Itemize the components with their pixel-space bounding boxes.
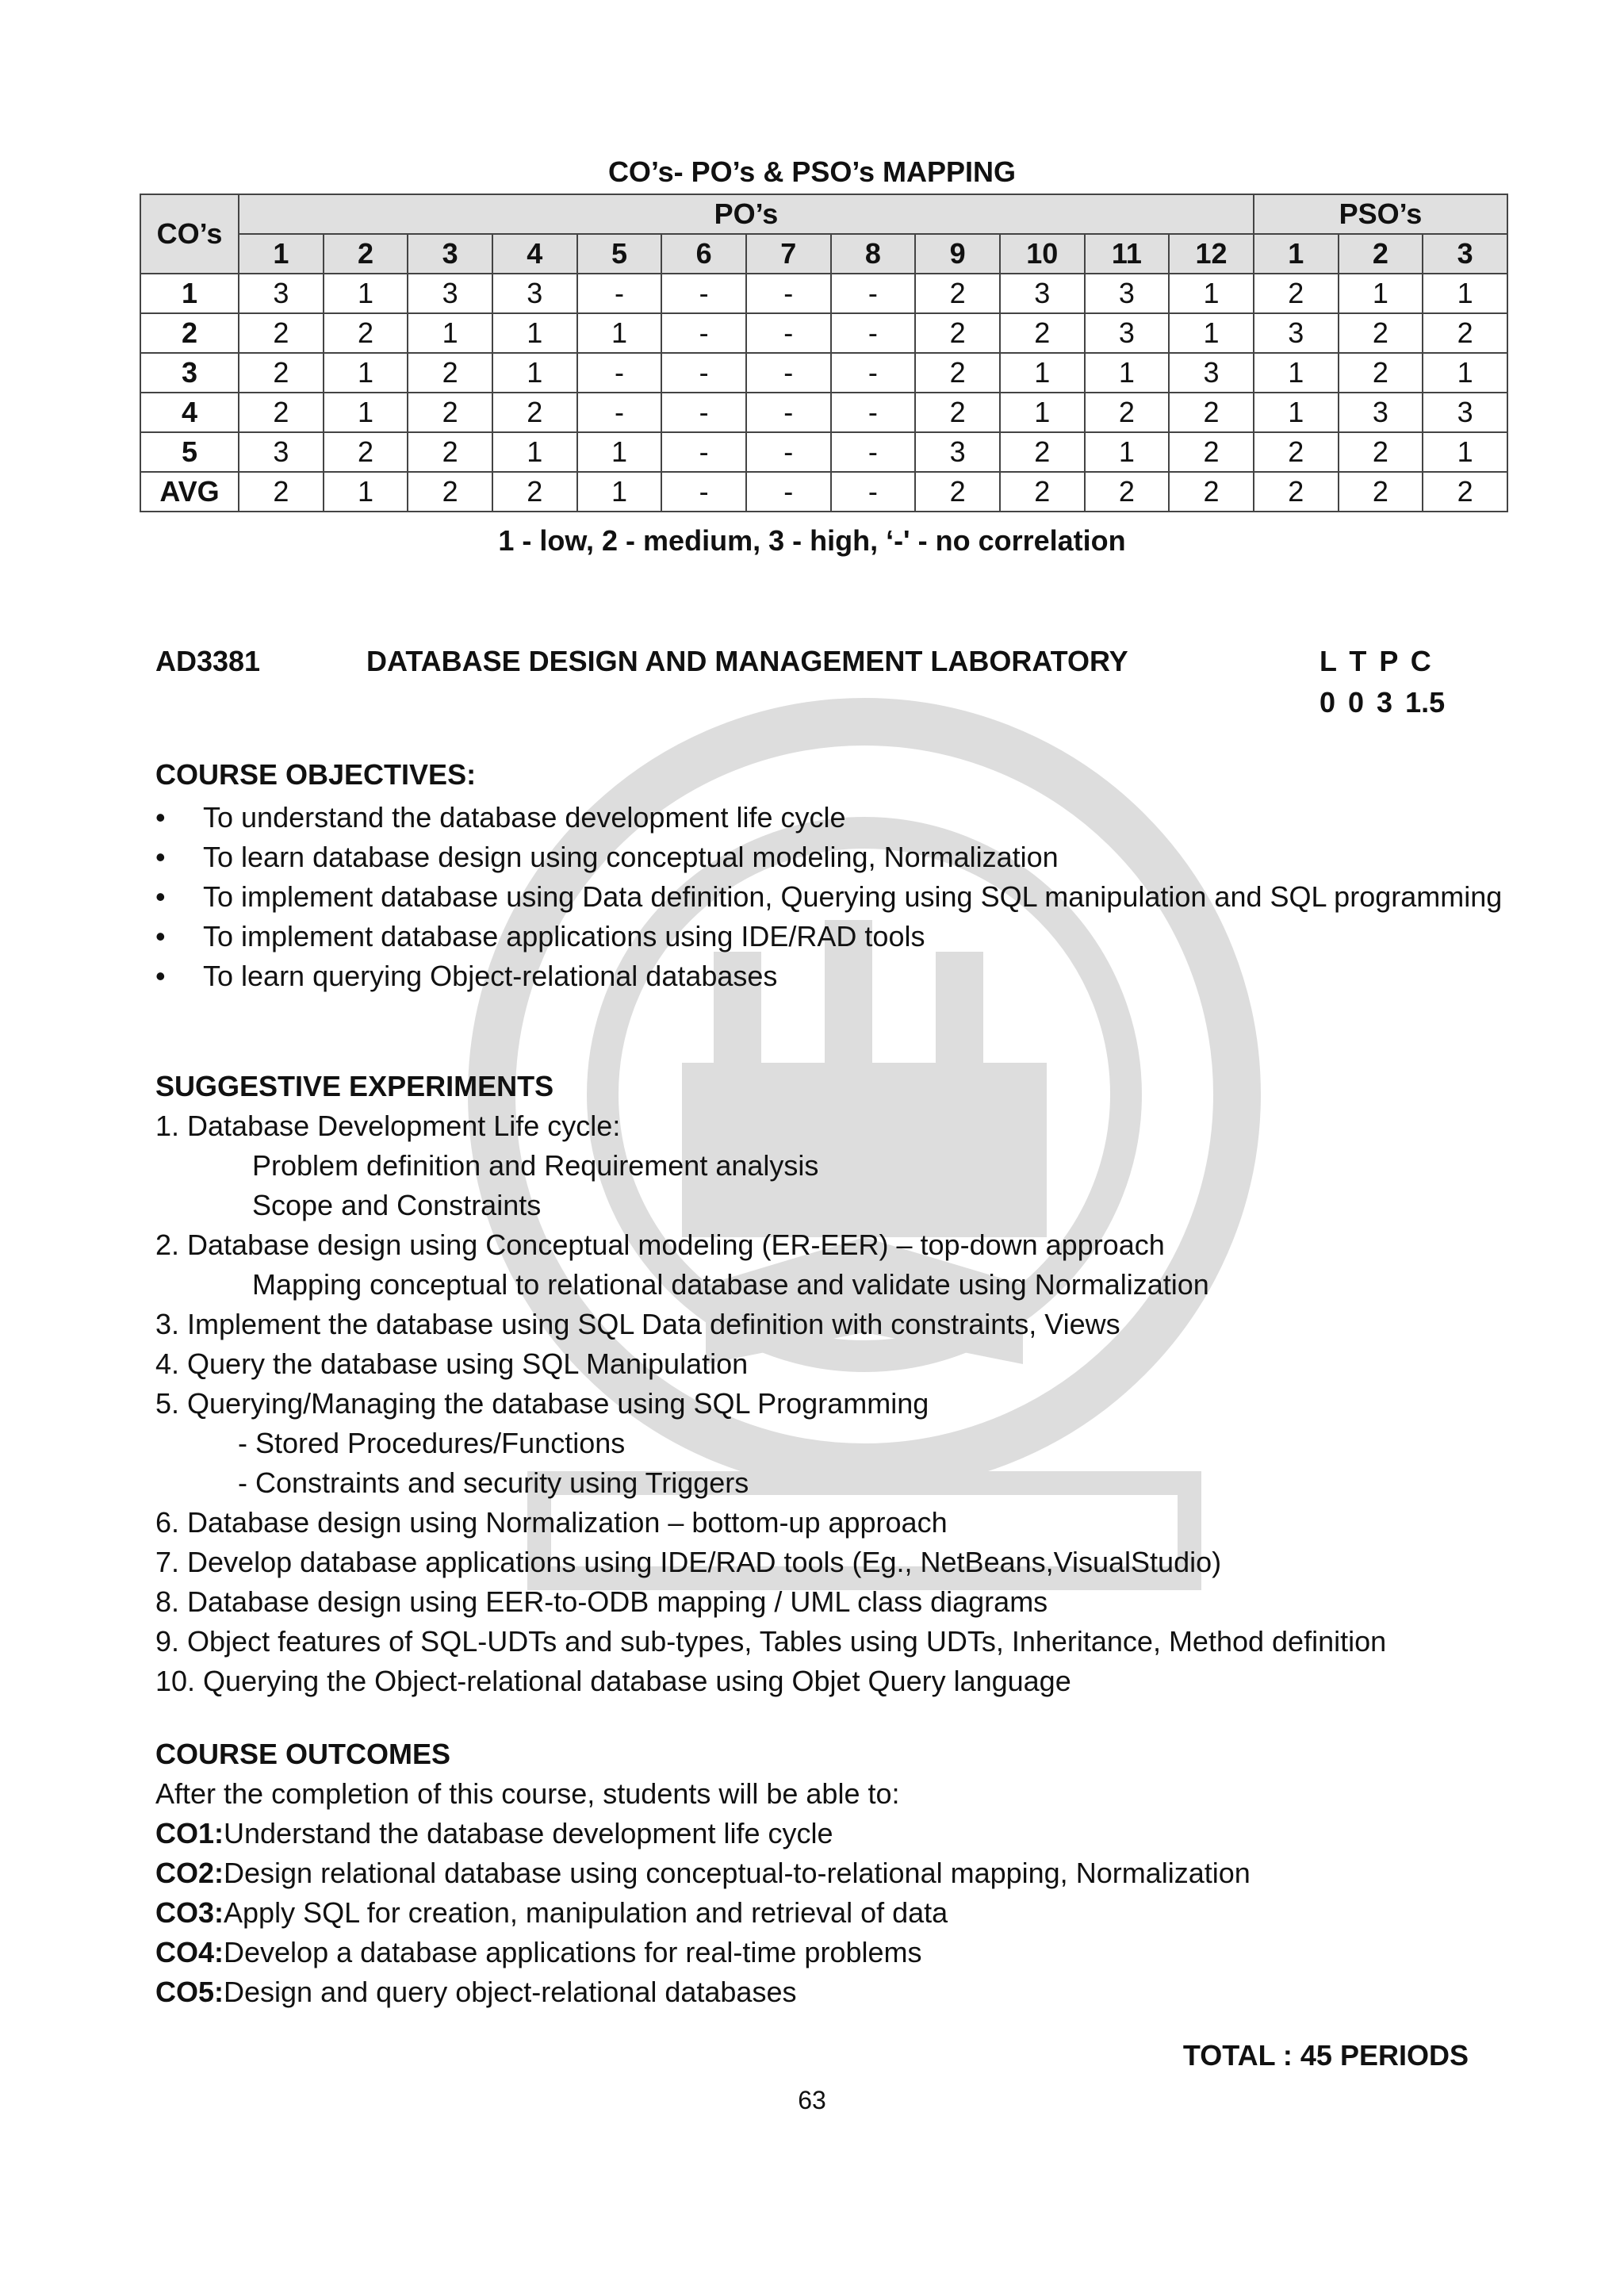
mapping-cell: 3 <box>1085 313 1170 353</box>
experiment-line: 8. Database design using EER-to-ODB mapping / UML class diagrams <box>155 1585 1048 1618</box>
mapping-table-body <box>140 274 1507 512</box>
mapping-cell: 2 <box>408 432 492 472</box>
mapping-cell: - <box>661 472 746 512</box>
mapping-cell: 2 <box>1169 472 1254 512</box>
ltpc-values: 0 0 3 1.5 <box>1320 686 1446 719</box>
pso-number-header: 1 <box>1254 234 1339 274</box>
mapping-row <box>140 432 1507 472</box>
mapping-cell: 1 <box>577 313 662 353</box>
co-po-pso-mapping-table <box>140 194 1508 512</box>
experiment-line: 6. Database design using Normalization – bottom-up approach <box>155 1506 948 1539</box>
mapping-cell: - <box>746 353 831 393</box>
pso-number-header: 2 <box>1339 234 1423 274</box>
mapping-cell: 3 <box>1085 274 1170 313</box>
mapping-cell: 2 <box>1339 432 1423 472</box>
mapping-cell: 1 <box>577 432 662 472</box>
po-number-header: 7 <box>746 234 831 274</box>
po-number-header: 10 <box>1000 234 1085 274</box>
mapping-cell: 1 <box>492 353 577 393</box>
mapping-cell: 2 <box>915 353 1000 393</box>
mapping-cell: 2 <box>1000 313 1085 353</box>
mapping-cell: 2 <box>408 353 492 393</box>
mapping-cell: - <box>746 313 831 353</box>
mapping-cell: 1 <box>1339 274 1423 313</box>
mapping-cell: - <box>831 274 916 313</box>
mapping-cell: 1 <box>1000 393 1085 432</box>
po-number-header: 5 <box>577 234 662 274</box>
outcome-item <box>155 1933 922 1972</box>
mapping-title: CO’s- PO’s & PSO’s MAPPING <box>607 155 1017 188</box>
outcome-label: CO1: <box>155 1817 224 1849</box>
mapping-cell: 2 <box>239 353 324 393</box>
outcome-item <box>155 1814 833 1853</box>
po-number-header: 8 <box>831 234 916 274</box>
mapping-row-label: 4 <box>140 393 239 432</box>
mapping-cell: - <box>661 353 746 393</box>
mapping-cell: 3 <box>1169 353 1254 393</box>
mapping-cell: 2 <box>324 313 408 353</box>
total-periods: TOTAL : 45 PERIODS <box>1182 2039 1469 2072</box>
mapping-cell: 1 <box>408 313 492 353</box>
mapping-cell: 1 <box>1169 313 1254 353</box>
mapping-cell: 2 <box>915 274 1000 313</box>
mapping-cell: 2 <box>239 393 324 432</box>
outcome-text: Understand the database development life cycle <box>224 1817 833 1849</box>
mapping-cell: - <box>831 432 916 472</box>
mapping-cell: 1 <box>324 274 408 313</box>
po-number-header: 11 <box>1085 234 1170 274</box>
experiments-heading: SUGGESTIVE EXPERIMENTS <box>155 1070 554 1102</box>
mapping-cell: - <box>577 393 662 432</box>
objective-item: • To learn database design using conceptual modeling, Normalization <box>155 838 1503 877</box>
outcomes-intro: After the completion of this course, students will be able to: <box>155 1777 900 1810</box>
mapping-cell: 1 <box>1423 274 1507 313</box>
mapping-cell: 3 <box>1000 274 1085 313</box>
mapping-cell: 1 <box>492 313 577 353</box>
mapping-cell: 2 <box>915 472 1000 512</box>
mapping-row-label: 2 <box>140 313 239 353</box>
experiment-subline: - Stored Procedures/Functions <box>238 1427 626 1459</box>
outcome-label: CO4: <box>155 1936 224 1968</box>
objective-item: • To implement database using Data definition, Querying using SQL manipulation and SQL programming <box>155 877 1503 917</box>
experiment-line: 9. Object features of SQL-UDTs and sub-types, Tables using UDTs, Inheritance, Method definition <box>155 1625 1387 1658</box>
experiment-line: 4. Query the database using SQL Manipulation <box>155 1347 749 1380</box>
mapping-cell: - <box>831 472 916 512</box>
mapping-cell: - <box>831 313 916 353</box>
mapping-cell: 2 <box>1254 432 1339 472</box>
outcome-text: Design relational database using conceptual-to-relational mapping, Normalization <box>224 1857 1251 1889</box>
mapping-corner-header: CO’s <box>140 194 239 274</box>
mapping-cell: 3 <box>408 274 492 313</box>
po-number-header: 2 <box>324 234 408 274</box>
mapping-cell: 2 <box>492 393 577 432</box>
outcome-text: Design and query object-relational databases <box>224 1976 797 2008</box>
mapping-cell: - <box>577 353 662 393</box>
mapping-cell: 2 <box>1085 393 1170 432</box>
mapping-legend: 1 - low, 2 - medium, 3 - high, ‘-' - no correlation <box>498 524 1126 557</box>
mapping-cell: - <box>831 353 916 393</box>
mapping-cell: - <box>831 393 916 432</box>
mapping-number-header-row <box>140 234 1507 274</box>
outcome-text: Apply SQL for creation, manipulation and retrieval of data <box>224 1896 948 1929</box>
mapping-row-label: 3 <box>140 353 239 393</box>
mapping-cell: 2 <box>1000 432 1085 472</box>
mapping-cell: 3 <box>915 432 1000 472</box>
course-title: DATABASE DESIGN AND MANAGEMENT LABORATORY <box>366 645 1128 677</box>
mapping-row <box>140 472 1507 512</box>
experiment-line: 10. Querying the Object-relational database using Objet Query language <box>155 1665 1071 1697</box>
outcome-label: CO5: <box>155 1976 224 2008</box>
mapping-cell: 2 <box>1000 472 1085 512</box>
mapping-cell: 3 <box>492 274 577 313</box>
mapping-row <box>140 274 1507 313</box>
mapping-row-label: AVG <box>140 472 239 512</box>
mapping-cell: 2 <box>1423 313 1507 353</box>
mapping-cell: 1 <box>492 432 577 472</box>
po-number-header: 6 <box>661 234 746 274</box>
experiment-subline: Problem definition and Requirement analysis <box>252 1149 819 1182</box>
outcome-label: CO2: <box>155 1857 224 1889</box>
mapping-cell: - <box>746 274 831 313</box>
mapping-row <box>140 353 1507 393</box>
mapping-cell: 1 <box>577 472 662 512</box>
mapping-cell: - <box>746 393 831 432</box>
experiment-line: 5. Querying/Managing the database using SQL Programming <box>155 1387 929 1420</box>
mapping-cell: 2 <box>239 472 324 512</box>
mapping-cell: 2 <box>408 472 492 512</box>
mapping-cell: 3 <box>1339 393 1423 432</box>
mapping-cell: - <box>661 313 746 353</box>
mapping-row <box>140 393 1507 432</box>
objectives-heading: COURSE OBJECTIVES: <box>155 758 477 791</box>
mapping-cell: 1 <box>1169 274 1254 313</box>
mapping-cell: 2 <box>324 432 408 472</box>
mapping-cell: - <box>661 393 746 432</box>
mapping-row-label: 5 <box>140 432 239 472</box>
experiment-subline: - Constraints and security using Triggers <box>238 1466 749 1499</box>
mapping-cell: 2 <box>1339 353 1423 393</box>
experiment-line: 2. Database design using Conceptual modeling (ER-EER) – top-down approach <box>155 1228 1165 1261</box>
mapping-row-label: 1 <box>140 274 239 313</box>
mapping-row <box>140 313 1507 353</box>
outcomes-heading: COURSE OUTCOMES <box>155 1738 451 1770</box>
mapping-cell: 2 <box>1339 313 1423 353</box>
mapping-cell: 2 <box>408 393 492 432</box>
mapping-cell: 2 <box>1339 472 1423 512</box>
mapping-cell: 2 <box>1169 432 1254 472</box>
mapping-cell: - <box>746 472 831 512</box>
mapping-cell: 2 <box>1423 472 1507 512</box>
mapping-cell: 3 <box>239 274 324 313</box>
experiment-line: 3. Implement the database using SQL Data definition with constraints, Views <box>155 1308 1120 1340</box>
outcome-text: Develop a database applications for real-time problems <box>224 1936 922 1968</box>
outcome-item <box>155 1893 948 1933</box>
page-number: 63 <box>798 2086 826 2114</box>
objective-item: • To implement database applications using IDE/RAD tools <box>155 917 1503 956</box>
outcome-label: CO3: <box>155 1896 224 1929</box>
mapping-cell: 2 <box>492 472 577 512</box>
mapping-cell: - <box>746 432 831 472</box>
po-number-header: 4 <box>492 234 577 274</box>
experiment-line: 7. Develop database applications using IDE/RAD tools (Eg., NetBeans,VisualStudio) <box>155 1546 1222 1578</box>
mapping-cell: 3 <box>1423 393 1507 432</box>
objective-item: • To learn querying Object-relational databases <box>155 956 1503 996</box>
mapping-cell: 1 <box>1254 393 1339 432</box>
mapping-cell: - <box>577 274 662 313</box>
mapping-cell: 2 <box>915 313 1000 353</box>
mapping-cell: 2 <box>239 313 324 353</box>
mapping-cell: - <box>661 274 746 313</box>
course-code: AD3381 <box>155 645 261 677</box>
mapping-group-header-row <box>140 194 1507 234</box>
po-number-header: 1 <box>239 234 324 274</box>
pso-group-header: PSO’s <box>1254 194 1507 234</box>
mapping-cell: 1 <box>324 393 408 432</box>
mapping-cell: 1 <box>1423 353 1507 393</box>
outcome-item <box>155 1853 1251 1893</box>
mapping-cell: 3 <box>239 432 324 472</box>
po-group-header: PO’s <box>239 194 1254 234</box>
mapping-cell: 2 <box>915 393 1000 432</box>
mapping-cell: 1 <box>1085 432 1170 472</box>
pso-number-header: 3 <box>1423 234 1507 274</box>
outcome-item <box>155 1972 796 2012</box>
mapping-cell: 2 <box>1085 472 1170 512</box>
mapping-cell: 1 <box>1254 353 1339 393</box>
objectives-list <box>155 798 1503 996</box>
experiment-subline: Scope and Constraints <box>252 1189 542 1221</box>
objective-item: • To understand the database development life cycle <box>155 798 1503 838</box>
po-number-header: 9 <box>915 234 1000 274</box>
experiment-subline: Mapping conceptual to relational database and validate using Normalization <box>252 1268 1209 1301</box>
mapping-cell: 2 <box>1254 274 1339 313</box>
ltpc-header: L T P C <box>1320 645 1431 677</box>
mapping-cell: 1 <box>324 472 408 512</box>
mapping-cell: 2 <box>1254 472 1339 512</box>
po-number-header: 3 <box>408 234 492 274</box>
mapping-cell: 3 <box>1254 313 1339 353</box>
mapping-cell: 1 <box>1000 353 1085 393</box>
po-number-header: 12 <box>1169 234 1254 274</box>
experiment-line: 1. Database Development Life cycle: <box>155 1110 621 1142</box>
mapping-cell: 1 <box>324 353 408 393</box>
mapping-cell: 1 <box>1423 432 1507 472</box>
mapping-cell: - <box>661 432 746 472</box>
mapping-cell: 1 <box>1085 353 1170 393</box>
mapping-cell: 2 <box>1169 393 1254 432</box>
